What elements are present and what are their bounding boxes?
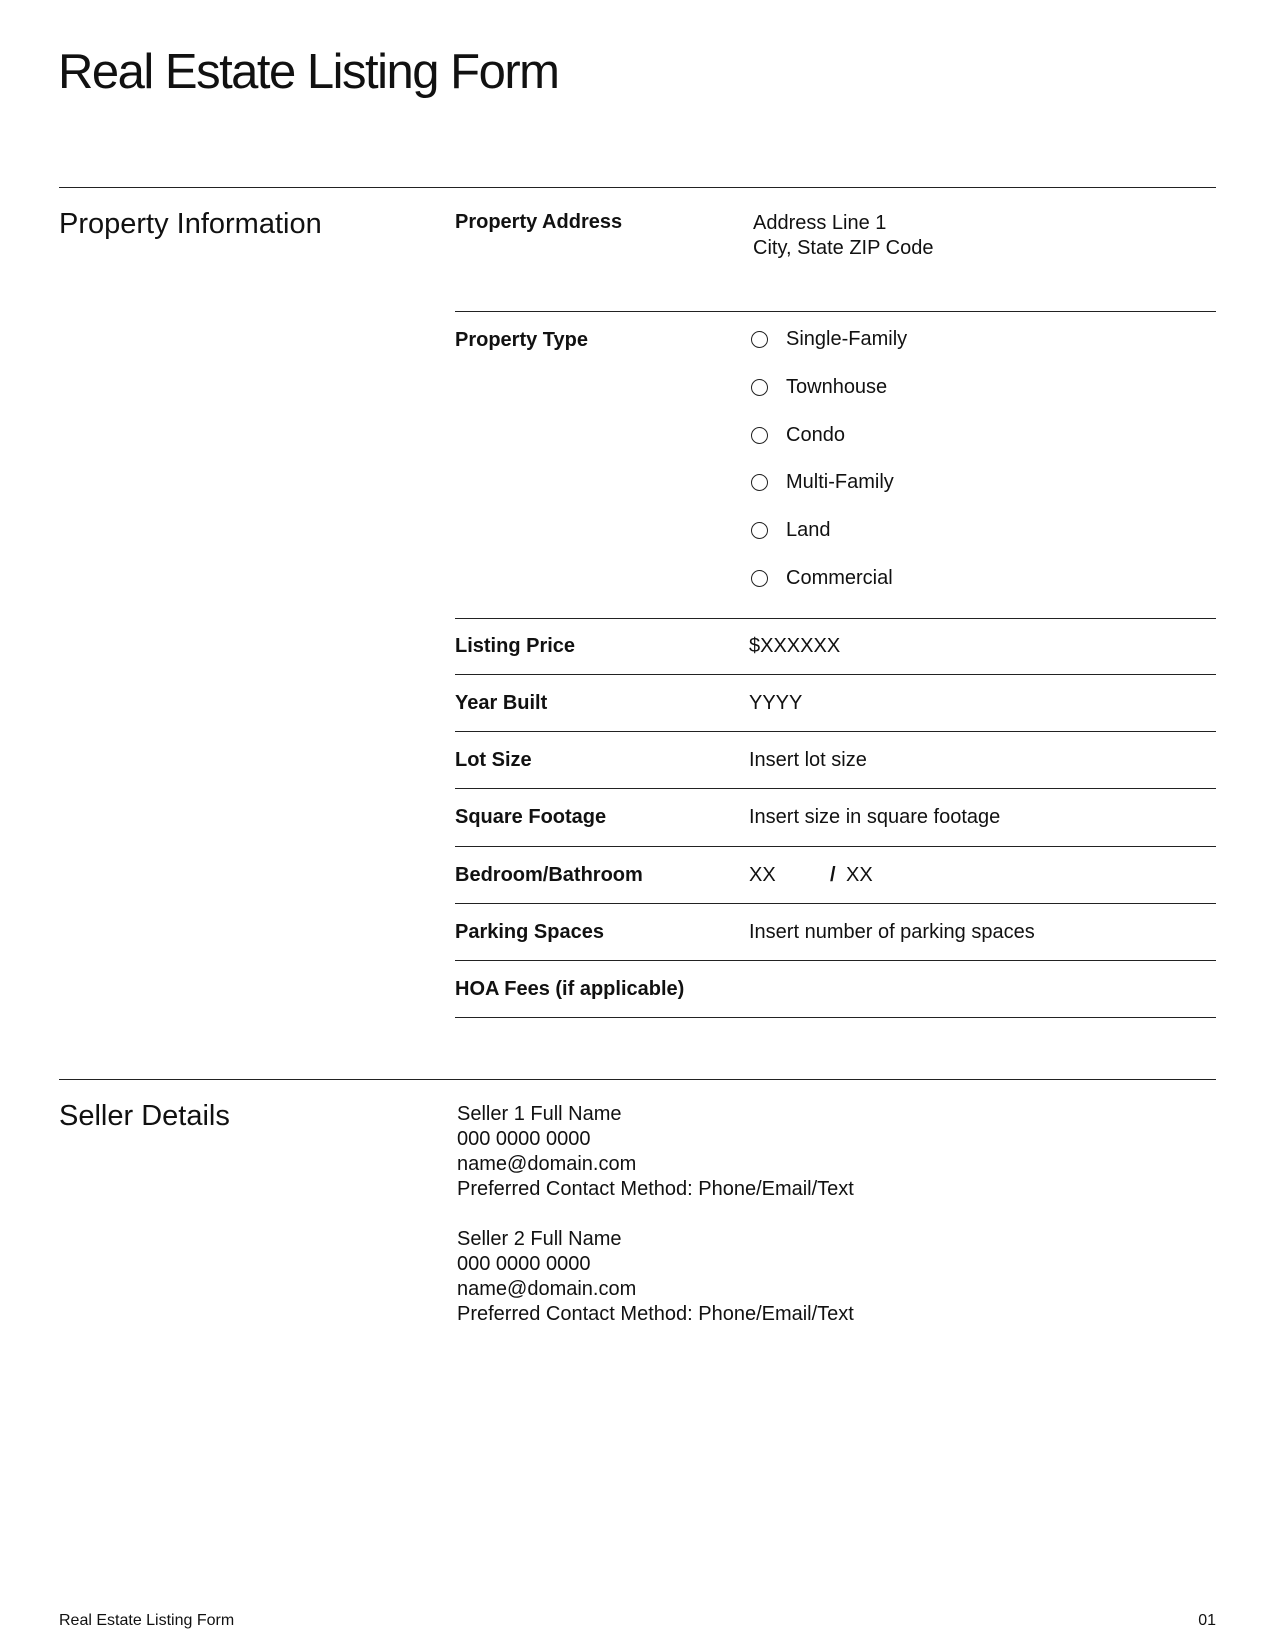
bed-bath-label: Bedroom/Bathroom (455, 864, 643, 886)
row-divider (455, 960, 1216, 961)
footer-title: Real Estate Listing Form (59, 1612, 235, 1629)
row-divider (455, 788, 1216, 789)
section-heading-property: Property Information (59, 208, 322, 240)
seller-email: name@domain.com (457, 1278, 637, 1300)
seller-contact-method: Preferred Contact Method: Phone/Email/Text (457, 1303, 854, 1325)
seller-phone: 000 0000 0000 (457, 1253, 591, 1275)
radio-label: Commercial (786, 567, 893, 589)
radio-circle-icon (751, 570, 768, 587)
row-divider (455, 1017, 1216, 1018)
radio-condo[interactable] (751, 424, 845, 447)
radio-townhouse[interactable] (751, 376, 887, 399)
section-divider (59, 187, 1216, 188)
bed-bath-separator: / (830, 864, 836, 886)
seller-1-details[interactable] (457, 1102, 854, 1202)
radio-label: Multi-Family (786, 471, 894, 493)
radio-circle-icon (751, 427, 768, 444)
row-divider (455, 903, 1216, 904)
property-type-label: Property Type (455, 329, 588, 351)
hoa-fees-label: HOA Fees (if applicable) (455, 978, 685, 1000)
seller-name: Seller 1 Full Name (457, 1103, 622, 1125)
seller-contact-method: Preferred Contact Method: Phone/Email/Text (457, 1178, 854, 1200)
lot-size-value[interactable]: Insert lot size (749, 749, 867, 771)
radio-label: Condo (786, 424, 845, 446)
seller-phone: 000 0000 0000 (457, 1128, 591, 1150)
radio-label: Land (786, 519, 831, 541)
radio-circle-icon (751, 331, 768, 348)
section-divider (59, 1079, 1216, 1080)
property-address-value[interactable] (753, 211, 933, 261)
section-heading-seller: Seller Details (59, 1100, 230, 1132)
year-built-label: Year Built (455, 692, 548, 714)
listing-price-value[interactable]: $XXXXXX (749, 635, 841, 657)
radio-circle-icon (751, 379, 768, 396)
row-divider (455, 731, 1216, 732)
address-line-2: City, State ZIP Code (753, 237, 934, 259)
page-title: Real Estate Listing Form (58, 45, 559, 99)
seller-email: name@domain.com (457, 1153, 637, 1175)
lot-size-label: Lot Size (455, 749, 532, 771)
seller-name: Seller 2 Full Name (457, 1228, 622, 1250)
listing-price-label: Listing Price (455, 635, 576, 657)
row-divider (455, 618, 1216, 619)
radio-label: Townhouse (786, 376, 888, 398)
year-built-value[interactable]: YYYY (749, 692, 803, 714)
property-address-label: Property Address (455, 211, 623, 233)
bathrooms-value[interactable]: XX (846, 864, 873, 886)
square-footage-label: Square Footage (455, 806, 607, 828)
radio-land[interactable] (751, 519, 831, 542)
radio-commercial[interactable] (751, 567, 893, 590)
row-divider (455, 846, 1216, 847)
radio-label: Single-Family (786, 328, 908, 350)
radio-circle-icon (751, 522, 768, 539)
radio-multi-family[interactable] (751, 471, 894, 494)
parking-label: Parking Spaces (455, 921, 604, 943)
address-line-1: Address Line 1 (753, 212, 887, 234)
parking-value[interactable]: Insert number of parking spaces (749, 921, 1035, 943)
bedrooms-value[interactable]: XX (749, 864, 776, 886)
row-divider (455, 311, 1216, 312)
seller-2-details[interactable] (457, 1227, 854, 1327)
radio-single-family[interactable] (751, 328, 907, 351)
square-footage-value[interactable]: Insert size in square footage (749, 806, 1001, 828)
row-divider (455, 674, 1216, 675)
page-number: 01 (1198, 1612, 1216, 1629)
hoa-fees-value[interactable] (749, 975, 1209, 1005)
radio-circle-icon (751, 474, 768, 491)
